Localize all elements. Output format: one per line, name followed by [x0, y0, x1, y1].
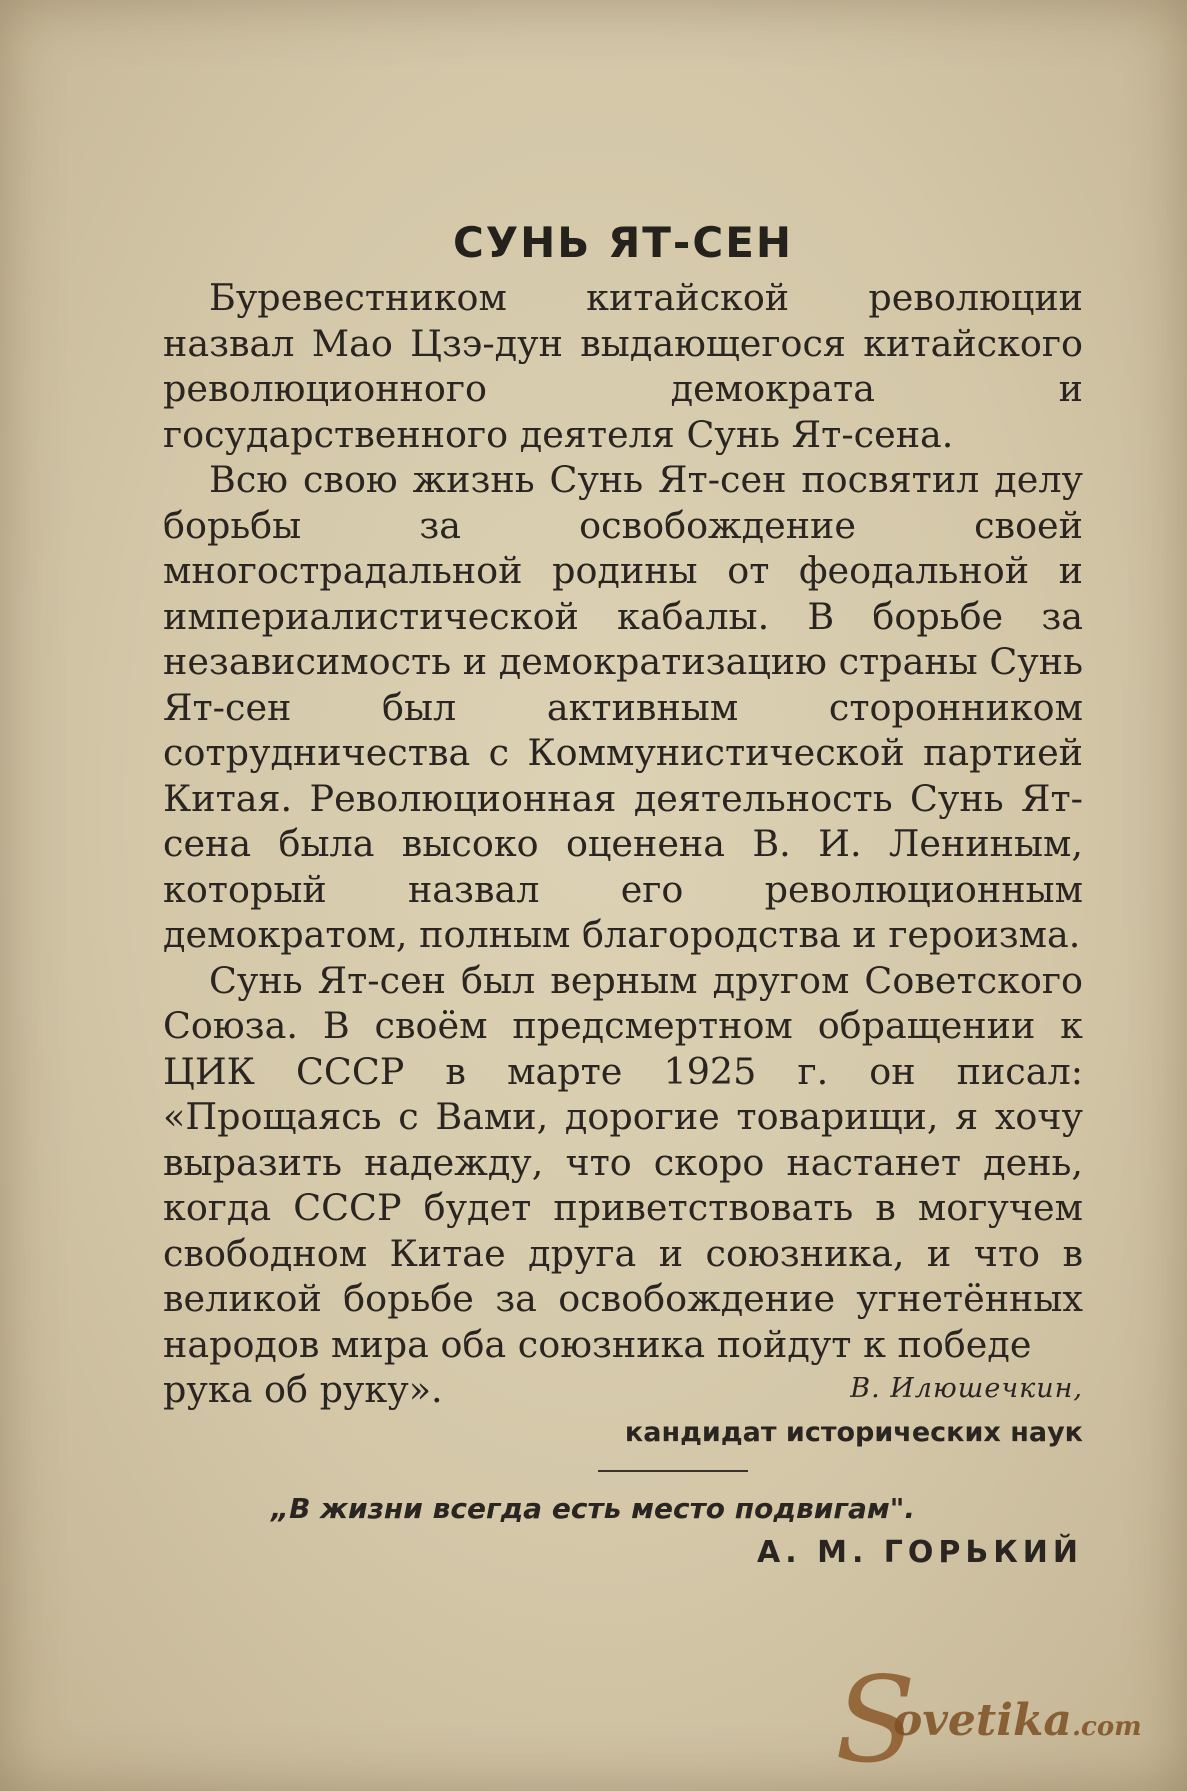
article-last-line: рука об руку».	[163, 1368, 443, 1411]
article-author: В. Илюшечкин,	[850, 1373, 1083, 1404]
signature-row	[163, 1367, 1083, 1413]
article-title: СУНЬ ЯТ-СЕН	[452, 218, 794, 267]
quote-text: „В жизни всегда есть место подвигам".	[271, 1492, 915, 1525]
article-paragraph-3: Сунь Ят-сен был верным другом Советского Союза. В своём предсмертном обращении к ЦИК СССР в марте 1925 г. он писал: «Прощаясь с Вами, дорогие товарищи, я хочу выразить надежду, что скоро настанет день, когда СССР будет приветствовать в могучем свободном Китае друга и союзника, и что в великой борьбе за освобождение угнетённых народов мира оба союзника пойдут к победе	[163, 958, 1083, 1366]
quote-author: А. М. ГОРЬКИЙ	[757, 1535, 1083, 1570]
article	[163, 218, 1083, 1570]
watermark-letter: S	[835, 1651, 916, 1789]
article-author-degree: кандидат исторических наук	[624, 1417, 1083, 1448]
watermark-logo	[835, 1651, 1175, 1789]
watermark-word: ovetika	[893, 1695, 1072, 1746]
divider-line	[598, 1470, 748, 1472]
article-paragraph-1: Буревестником китайской революции назвал Мао Цзэ-дун выдающегося китайского революционного демократа и государственного деятеля Сунь Ят-сена.	[163, 276, 1083, 456]
watermark-suffix: .com	[1071, 1712, 1142, 1742]
article-paragraph-2: Всю свою жизнь Сунь Ят-сен посвятил делу борьбы за освобождение своей многострадальной родины от феодальной и империалистической кабалы. В борьбе за независимость и демократизацию страны Сунь Ят-сен был активным сторонником сотрудничества с Коммунистической партией Китая. Революционная деятельность Сунь Ят-сена была высоко оценена В. И. Лениным, который назвал его революционным демократом, полным благородства и героизма.	[163, 458, 1083, 956]
watermark-text	[893, 1695, 1142, 1746]
